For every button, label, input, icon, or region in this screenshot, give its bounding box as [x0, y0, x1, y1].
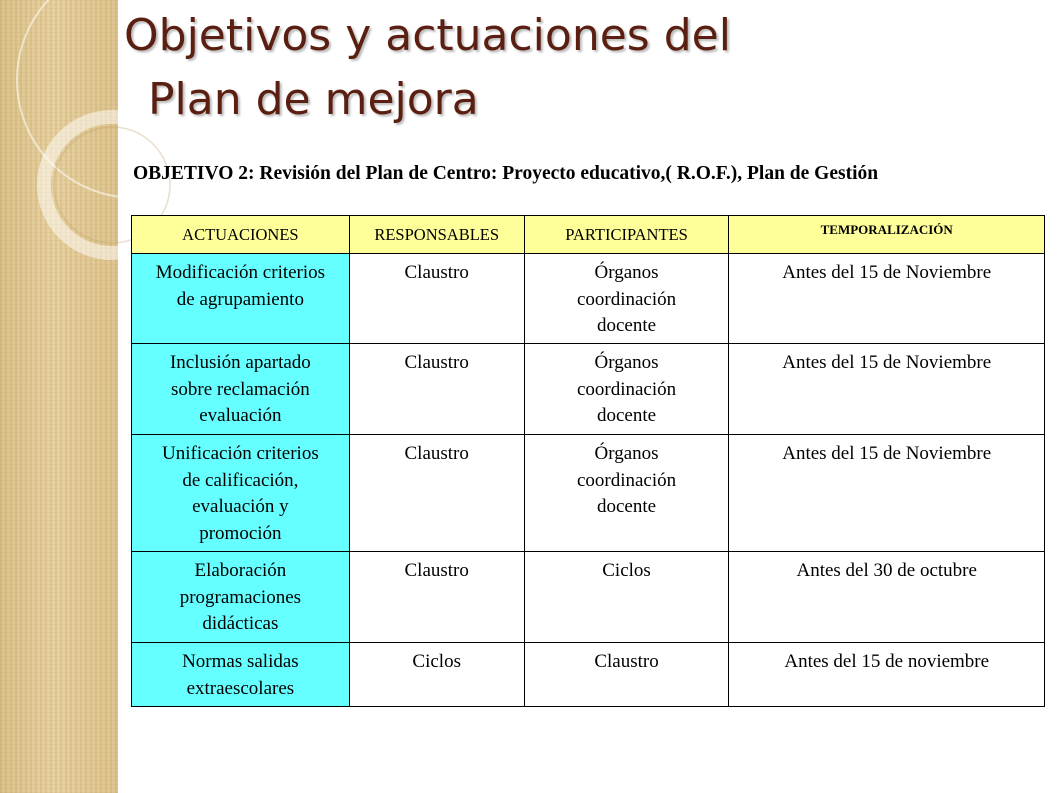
table-row — [132, 643, 1045, 707]
cell-line: coordinación — [576, 378, 677, 400]
cell-line: docente — [597, 315, 657, 336]
cell-line: de calificación, — [182, 469, 299, 491]
table-row — [132, 435, 1045, 552]
cell-temporalizacion: Antes del 15 de Noviembre — [729, 435, 1045, 552]
cell-responsables: Ciclos — [349, 643, 524, 707]
cell-line: extraescolares — [186, 677, 295, 699]
cell-participantes — [524, 254, 729, 344]
cell-line: Normas salidas — [182, 651, 299, 672]
table-row — [132, 552, 1045, 643]
objective-heading: OBJETIVO 2: Revisión del Plan de Centro: Proyecto educativo,( R.O.F.), Plan de Gestión — [133, 163, 879, 184]
cell-line: sobre reclamación — [171, 378, 310, 400]
slide-title — [124, 4, 731, 132]
table-row — [132, 254, 1045, 344]
cell-participantes: Claustro — [524, 643, 729, 707]
header-actuaciones: ACTUACIONES — [132, 216, 350, 254]
cell-temporalizacion: Antes del 15 de noviembre — [729, 643, 1045, 707]
cell-line: docente — [597, 405, 657, 426]
header-responsables: RESPONSABLES — [349, 216, 524, 254]
cell-line: Órganos — [594, 443, 659, 464]
table-row — [132, 344, 1045, 435]
cell-participantes — [524, 344, 729, 435]
cell-line: evaluación y — [192, 496, 289, 517]
cell-line: coordinación — [576, 288, 677, 310]
header-temporalizacion: TEMPORALIZACIÓN — [729, 216, 1045, 254]
cell-responsables: Claustro — [349, 344, 524, 435]
cell-actuacion — [132, 254, 350, 344]
cell-line: docente — [597, 496, 657, 517]
title-line-1: Objetivos y actuaciones del — [124, 10, 731, 61]
cell-line: Unificación criterios — [162, 443, 319, 464]
cell-line: Elaboración — [194, 560, 287, 581]
cell-responsables: Claustro — [349, 435, 524, 552]
cell-actuacion — [132, 552, 350, 643]
actions-table — [131, 215, 1045, 707]
cell-actuacion — [132, 435, 350, 552]
title-line-2: Plan de mejora — [148, 74, 479, 125]
cell-line: didácticas — [202, 613, 279, 634]
decorative-side-strip — [0, 0, 118, 793]
cell-participantes — [524, 435, 729, 552]
cell-line: coordinación — [576, 469, 677, 491]
cell-actuacion — [132, 643, 350, 707]
cell-line: promoción — [199, 522, 282, 544]
cell-temporalizacion: Antes del 15 de Noviembre — [729, 254, 1045, 344]
cell-actuacion — [132, 344, 350, 435]
cell-responsables: Claustro — [349, 552, 524, 643]
table-header-row — [132, 216, 1045, 254]
cell-line: programaciones — [179, 586, 302, 608]
cell-line: Inclusión apartado — [169, 352, 311, 373]
header-participantes: PARTICIPANTES — [524, 216, 729, 254]
cell-temporalizacion: Antes del 15 de Noviembre — [729, 344, 1045, 435]
cell-line: Órganos — [594, 262, 659, 283]
cell-line: Órganos — [594, 352, 659, 373]
cell-participantes: Ciclos — [524, 552, 729, 643]
cell-line: de agrupamiento — [176, 288, 304, 310]
cell-temporalizacion: Antes del 30 de octubre — [729, 552, 1045, 643]
cell-line: evaluación — [199, 405, 282, 426]
cell-responsables: Claustro — [349, 254, 524, 344]
cell-line: Modificación criterios — [155, 262, 326, 283]
